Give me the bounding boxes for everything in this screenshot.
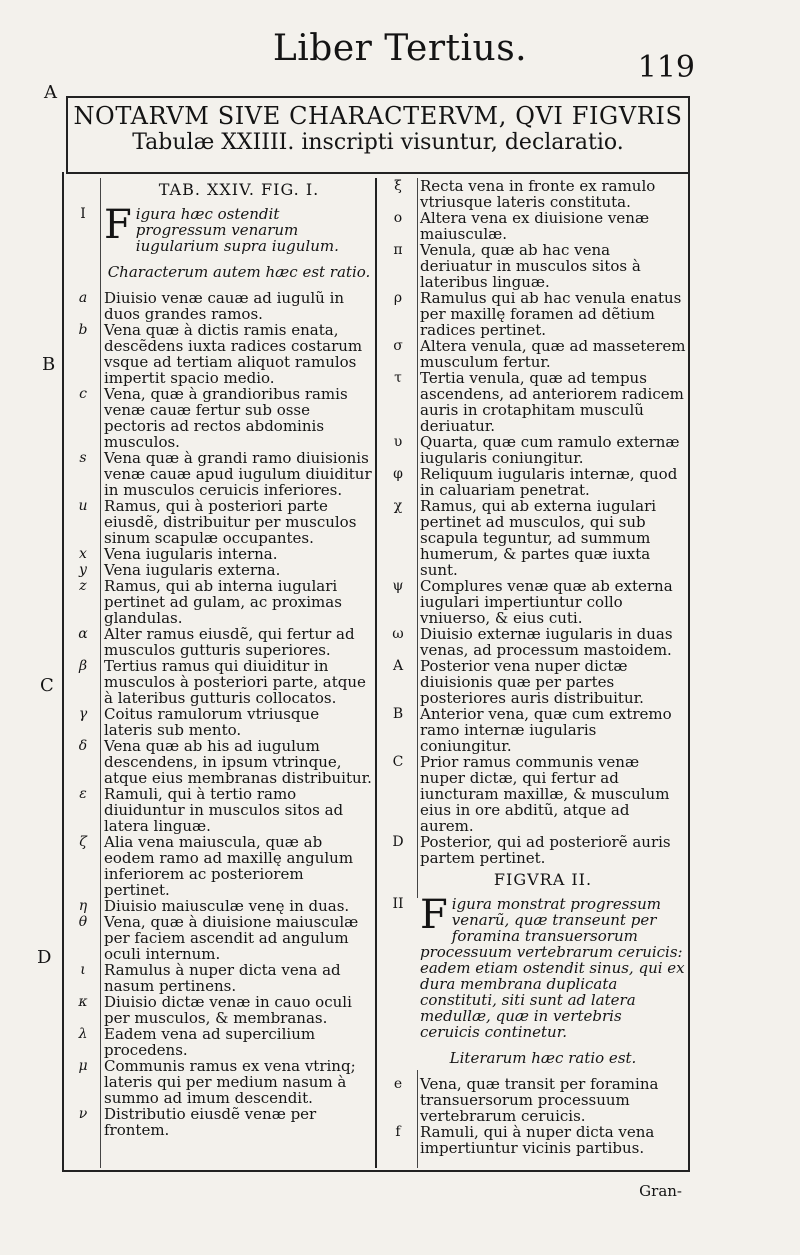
legend-entry [66, 914, 372, 962]
entry-label: c [79, 386, 87, 402]
entry-text: Ramus, qui ab externa iugulari pertinet ad musculos, qui sub scapula teguntur, ad summum humerum, & partes quæ iuxta sunt. [420, 497, 657, 579]
right-entry-list-2 [380, 1076, 686, 1156]
legend-entry [66, 562, 372, 578]
title-box [66, 96, 690, 174]
left-entry-list [66, 290, 372, 1138]
entry-label: a [78, 290, 88, 306]
legend-entry [380, 210, 686, 242]
drop-cap-2: F [420, 892, 448, 938]
entry-text: Quarta, quæ cum ramulo externæ iugularis coniungitur. [420, 433, 680, 467]
entry-label: β [78, 658, 88, 674]
entry-label: δ [78, 738, 88, 754]
entry-text: Ramuli, qui à tertio ramo diuiduntur in musculos sitos ad latera linguæ. [104, 785, 344, 835]
margin-letter-a: A [44, 82, 57, 103]
entry-label: C [392, 754, 404, 770]
legend-entry [66, 498, 372, 546]
legend-entry [380, 498, 686, 578]
entry-label: π [393, 242, 403, 258]
entry-label: τ [394, 370, 402, 386]
entry-text: Vena quæ à dictis ramis enata, descẽdens iuxta radices costarum vsque ad tertiam aliquot ramulos impertit spacio medio. [104, 321, 363, 387]
entry-label: e [393, 1076, 403, 1092]
entry-text: Alia vena maiuscula, quæ ab eodem ramo ad maxillę angulum inferiorem ac posteriorem pertinet. [104, 833, 354, 899]
legend-entry [380, 1124, 686, 1156]
entry-text: Vena, quæ à diuisione maiusculæ per faciem ascendit ad angulum oculi internum. [104, 913, 359, 963]
margin-letter-c: C [40, 675, 54, 696]
legend-entry [380, 706, 686, 754]
right-entry-list [380, 178, 686, 866]
legend-entry [380, 434, 686, 466]
legend-entry [380, 242, 686, 290]
entry-text: Vena quæ à grandi ramo diuisionis venæ cauæ apud iugulum diuiditur in musculos ceruicis inferiores. [104, 449, 372, 499]
entry-label: κ [78, 994, 88, 1010]
entry-text: Reliquum iugularis internæ, quod in caluariam penetrat. [420, 465, 678, 499]
entry-label: s [79, 450, 87, 466]
entry-text: Ramuli, qui à nuper dicta vena impertiuntur vicinis partibus. [420, 1123, 655, 1157]
running-head: Liber Tertius. [272, 28, 528, 69]
entry-text: Alter ramus eiusdẽ, qui fertur ad musculos gutturis superiores. [104, 625, 355, 659]
legend-entry [380, 834, 686, 866]
entry-text: Vena iugularis interna. [104, 545, 278, 563]
legend-entry [66, 546, 372, 562]
legend-entry [66, 386, 372, 450]
entry-text: Diuisio maiusculæ venę in duas. [104, 897, 350, 915]
legend-entry [380, 178, 686, 210]
entry-label: θ [78, 914, 88, 930]
entry-text: Vena quæ ab his ad iugulum descendens, in ipsum vtrinque, atque eius membranas distribuitur. [104, 737, 372, 787]
entry-label: A [392, 658, 404, 674]
entry-label: u [78, 498, 88, 514]
entry-text: Posterior, qui ad posteriorẽ auris partem pertinet. [420, 833, 671, 867]
figure-1-heading: TAB. XXIV. FIG. I. [158, 180, 320, 199]
entry-label: μ [78, 1058, 88, 1074]
catchword: Gran- [639, 1182, 682, 1200]
entry-label: ρ [393, 290, 403, 306]
entry-text: Prior ramus communis venæ nuper dictæ, qui fertur ad iuncturam maxillæ, & musculum eius in ore abditũ, atque ad aurem. [420, 753, 670, 835]
entry-text: Anterior vena, quæ cum extremo ramo internæ iugularis coniungitur. [420, 705, 672, 755]
entry-text: Altera venula, quæ ad masseterem musculum fertur. [420, 337, 686, 371]
entry-label: χ [393, 498, 403, 514]
entry-text: Diuisio venæ cauæ ad iugulũ in duos grandes ramos. [104, 289, 345, 323]
entry-text: Ramulus à nuper dicta vena ad nasum pertinens. [104, 961, 341, 995]
entry-label: ν [78, 1106, 88, 1122]
entry-label: υ [393, 434, 403, 450]
fig2-label: II [392, 896, 404, 912]
title-line-2: Tabulæ XXIIII. inscripti visuntur, declaratio. [132, 130, 624, 155]
characters-subheading: Characterum autem hæc est ratio. [107, 263, 371, 281]
drop-cap: F [104, 202, 132, 248]
legend-entry [380, 658, 686, 706]
intro-text: igura hæc ostendit progressum venarum iugularium supra iugulum. [135, 205, 339, 255]
legend-entry [380, 578, 686, 626]
intro-label: I [80, 206, 86, 222]
fig2-text: igura monstrat progressum venarũ, quæ transeunt per foramina transuersorum processuum vertebrarum ceruicis: eadem etiam ostendit sinus, qui ex dura membrana duplicata constituti, siti sunt ad latera medullæ, quæ in vertebris ceruicis continetur. [420, 895, 685, 1041]
entry-label: γ [78, 706, 88, 722]
entry-label: ε [79, 786, 87, 802]
entry-label: ζ [79, 834, 87, 850]
entry-text: Eadem vena ad supercilium procedens. [104, 1025, 316, 1059]
entry-label: ω [392, 626, 404, 642]
entry-text: Ramulus qui ab hac venula enatus per maxillę foramen ad dẽtium radices pertinet. [420, 289, 682, 339]
entry-text: Diuisio dictæ venæ in cauo oculi per musculos, & membranas. [104, 993, 352, 1027]
legend-entry [380, 754, 686, 834]
entry-label: y [79, 562, 87, 578]
legend-entry [66, 658, 372, 706]
entry-text: Tertia venula, quæ ad tempus ascendens, ad anteriorem radicem auris in crotaphitam musculũ deriuatur. [420, 369, 684, 435]
entry-label: b [78, 322, 88, 338]
legend-entry [66, 578, 372, 626]
legend-entry [380, 290, 686, 338]
legend-entry [66, 706, 372, 738]
legend-entry [66, 1058, 372, 1106]
entry-text: Tertius ramus qui diuiditur in musculos à posteriori parte, atque à lateribus gutturis collocatos. [104, 657, 366, 707]
entry-label: z [79, 578, 87, 594]
entry-text: Posterior vena nuper dictæ diuisionis quæ per partes posteriores auris distribuitur. [420, 657, 644, 707]
entry-label: φ [393, 466, 403, 482]
entry-text: Venula, quæ ab hac vena deriuatur in musculos sitos à lateribus linguæ. [420, 241, 641, 291]
title-line-1: NOTARVM SIVE CHARACTERVM, QVI FIGVRIS [73, 102, 683, 130]
legend-entry [66, 290, 372, 322]
legend-entry [66, 1026, 372, 1058]
entry-text: Distributio eiusdẽ venæ per frontem. [104, 1105, 317, 1139]
entry-label: ξ [394, 178, 402, 194]
letters-subheading: Literarum hæc ratio est. [449, 1049, 637, 1067]
entry-label: ψ [392, 578, 404, 594]
entry-text: Coitus ramulorum vtriusque lateris sub mento. [104, 705, 320, 739]
legend-entry [66, 450, 372, 498]
legend-entry [66, 898, 372, 914]
figure-2-intro [380, 892, 686, 1041]
legend-entry [66, 994, 372, 1026]
entry-label: σ [393, 338, 403, 354]
entry-label: η [78, 898, 88, 914]
legend-entry [380, 466, 686, 498]
legend-entry [380, 370, 686, 434]
figure-2-heading: FIGVRA II. [493, 870, 593, 889]
legend-entry [380, 1076, 686, 1124]
entry-text: Ramus, qui ab interna iugulari pertinet ad gulam, ac proximas glandulas. [104, 577, 342, 627]
entry-label: ι [80, 962, 86, 978]
legend-entry [380, 338, 686, 370]
right-column [380, 178, 686, 1156]
column-divider [375, 178, 377, 1168]
entry-text: Communis ramus ex vena vtrinq; lateris qui per medium nasum à summo ad imum descendit. [104, 1057, 356, 1107]
entry-text: Complures venæ quæ ab externa iugulari impertiuntur collo vniuerso, & eius cuti. [420, 577, 673, 627]
entry-text: Vena iugularis externa. [104, 561, 281, 579]
page-number: 119 [637, 50, 695, 85]
entry-label: λ [78, 1026, 88, 1042]
legend-entry [66, 626, 372, 658]
entry-text: Vena, quæ transit per foramina transuersorum processuum vertebrarum ceruicis. [420, 1075, 659, 1125]
legend-entry [66, 786, 372, 834]
left-column [66, 178, 372, 1138]
legend-entry [66, 962, 372, 994]
entry-text: Vena, quæ à grandioribus ramis venæ cauæ fertur sub osse pectoris ad rectos abdominis musculos. [104, 385, 348, 451]
entry-text: Diuisio externæ iugularis in duas venas, ad processum mastoidem. [420, 625, 673, 659]
legend-entry [380, 626, 686, 658]
entry-text: Ramus, qui à posteriori parte eiusdẽ, distribuitur per musculos sinum scapulæ occupantes. [104, 497, 357, 547]
margin-letter-d: D [37, 947, 52, 968]
entry-label: x [79, 546, 87, 562]
figure-1-intro [66, 202, 372, 255]
entry-text: Recta vena in fronte ex ramulo vtriusque lateris constituta. [420, 177, 656, 211]
legend-entry [66, 322, 372, 386]
entry-label: ο [393, 210, 403, 226]
entry-label: α [78, 626, 88, 642]
entry-label: B [392, 706, 404, 722]
entry-label: f [395, 1124, 401, 1140]
entry-text: Altera vena ex diuisione venæ maiusculæ. [420, 209, 650, 243]
legend-entry [66, 834, 372, 898]
legend-entry [66, 738, 372, 786]
margin-letter-b: B [42, 354, 56, 375]
entry-label: D [392, 834, 404, 850]
legend-entry [66, 1106, 372, 1138]
